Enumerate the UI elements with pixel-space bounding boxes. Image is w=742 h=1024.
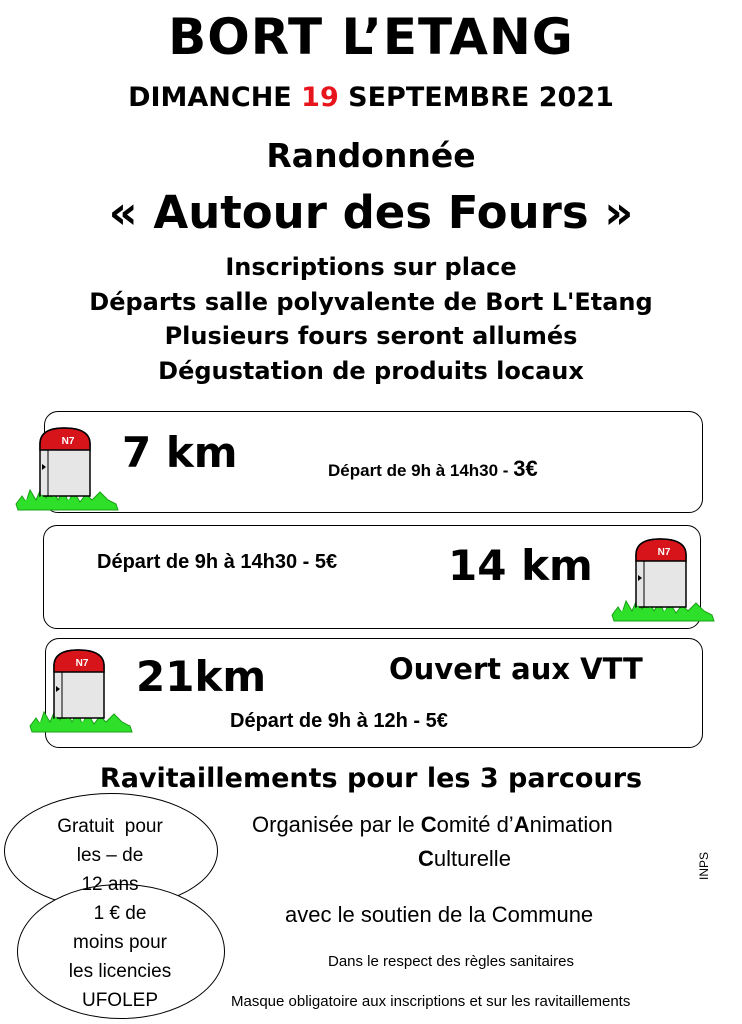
marker-label: N7 [61,436,75,447]
marker-label: N7 [657,547,671,558]
route-distance-14km: 14 km [448,541,593,590]
info-registration: Inscriptions sur place [225,253,517,281]
ufolep-discount-text: 1 € de moins pour les licencies UFOLEP [68,903,172,1011]
refreshments-line: Ravitaillements pour les 3 parcours [99,763,643,794]
info-ovens: Plusieurs fours seront allumés [164,322,578,350]
route-box-14km [43,525,701,629]
event-date [0,82,742,113]
marker-label: N7 [75,658,89,669]
route-distance-7km: 7 km [122,428,238,477]
route-departure-21km: Départ de 9h à 12h - 5€ [230,710,448,732]
milestone-icon [608,535,718,627]
route-departure-7km: Départ de 9h à 14h30 - 3€ [328,456,538,481]
route-price-7km: 3€ [513,456,538,481]
organizer-line-2: Culturelle [418,846,511,871]
event-name: « Autour des Fours » [108,186,634,239]
side-credit: INPS [697,851,711,880]
free-under-12-text: Gratuit pour les – de 12 ans [57,816,163,895]
info-tasting: Dégustation de produits locaux [158,357,584,385]
info-departures: Départs salle polyvalente de Bort L'Etang [89,288,653,316]
route-departure-14km: Départ de 9h à 14h30 - 5€ [97,551,338,573]
milestone-icon [26,646,136,738]
event-type: Randonnée [266,136,476,175]
route-vtt-note: Ouvert aux VTT [389,652,643,686]
milestone-icon [12,424,122,516]
organizer-line-1: Organisée par le Comité d’Animation [252,812,613,837]
mask-note: Masque obligatoire aux inscriptions et sur les ravitaillements [231,993,631,1010]
sanitary-note: Dans le respect des règles sanitaires [328,953,574,970]
route-distance-21km: 21km [136,652,267,701]
support-line: avec le soutien de la Commune [285,902,594,927]
date-day-number: 19 [301,82,339,113]
town-title: BORT L’ETANG [168,8,574,66]
date-month-year: SEPTEMBRE 2021 [348,82,614,113]
date-day-name: DIMANCHE [128,82,292,113]
